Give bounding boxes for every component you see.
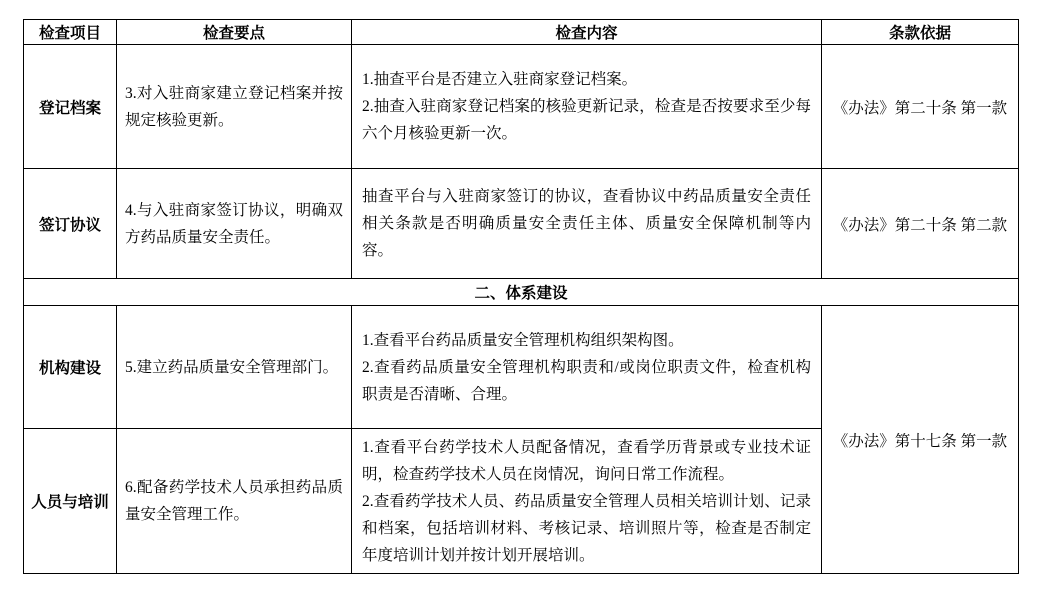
cell-content <box>352 429 822 574</box>
content-paragraph: 1.查看平台药品质量安全管理机构组织架构图。 <box>362 331 684 349</box>
content-paragraph: 1.查看平台药学技术人员配备情况，查看学历背景或专业技术证明，检查药学技术人员在岗情况，询问日常工作流程。 <box>362 438 811 483</box>
cell-content <box>352 45 822 169</box>
inspection-table <box>23 19 1019 574</box>
table-row-sign-agreement <box>24 169 1019 279</box>
header-inspection-content: 检查内容 <box>352 20 822 45</box>
table-row-registration-archive <box>24 45 1019 169</box>
content-paragraph: 2.抽查入驻商家登记档案的核验更新记录，检查是否按要求至少每六个月核验更新一次。 <box>362 98 811 142</box>
content-paragraph: 2.查看药学技术人员、药品质量安全管理人员相关培训计划、记录和档案，包括培训材料、考核记录、培训照片等，检查是否制定年度培训计划并按计划开展培训。 <box>362 492 811 564</box>
cell-basis-merged: 《办法》第十七条 第一款 <box>822 306 1019 574</box>
cell-content <box>352 169 822 279</box>
cell-basis: 《办法》第二十条 第二款 <box>822 169 1019 279</box>
section-title: 二、体系建设 <box>24 279 1019 306</box>
cell-content <box>352 306 822 429</box>
header-inspection-item: 检查项目 <box>24 20 117 45</box>
content-paragraph: 抽查平台与入驻商家签订的协议，查看协议中药品质量安全责任相关条款是否明确质量安全责任主体、质量安全保障机制等内容。 <box>362 188 811 259</box>
cell-item: 人员与培训 <box>24 429 117 574</box>
cell-item: 机构建设 <box>24 306 117 429</box>
cell-item: 登记档案 <box>24 45 117 169</box>
cell-point: 3.对入驻商家建立登记档案并按规定核验更新。 <box>117 45 352 169</box>
table-row-organization-building <box>24 306 1019 429</box>
cell-basis: 《办法》第二十条 第一款 <box>822 45 1019 169</box>
cell-point: 4.与入驻商家签订协议，明确双方药品质量安全责任。 <box>117 169 352 279</box>
table-header-row <box>24 20 1019 45</box>
header-inspection-points: 检查要点 <box>117 20 352 45</box>
cell-point: 6.配备药学技术人员承担药品质量安全管理工作。 <box>117 429 352 574</box>
content-paragraph: 1.抽查平台是否建立入驻商家登记档案。 <box>362 71 638 88</box>
cell-point: 5.建立药品质量安全管理部门。 <box>117 306 352 429</box>
header-clause-basis: 条款依据 <box>822 20 1019 45</box>
content-paragraph: 2.查看药品质量安全管理机构职责和/或岗位职责文件，检查机构职责是否清晰、合理。 <box>362 358 811 403</box>
cell-item: 签订协议 <box>24 169 117 279</box>
section-header-row <box>24 279 1019 306</box>
